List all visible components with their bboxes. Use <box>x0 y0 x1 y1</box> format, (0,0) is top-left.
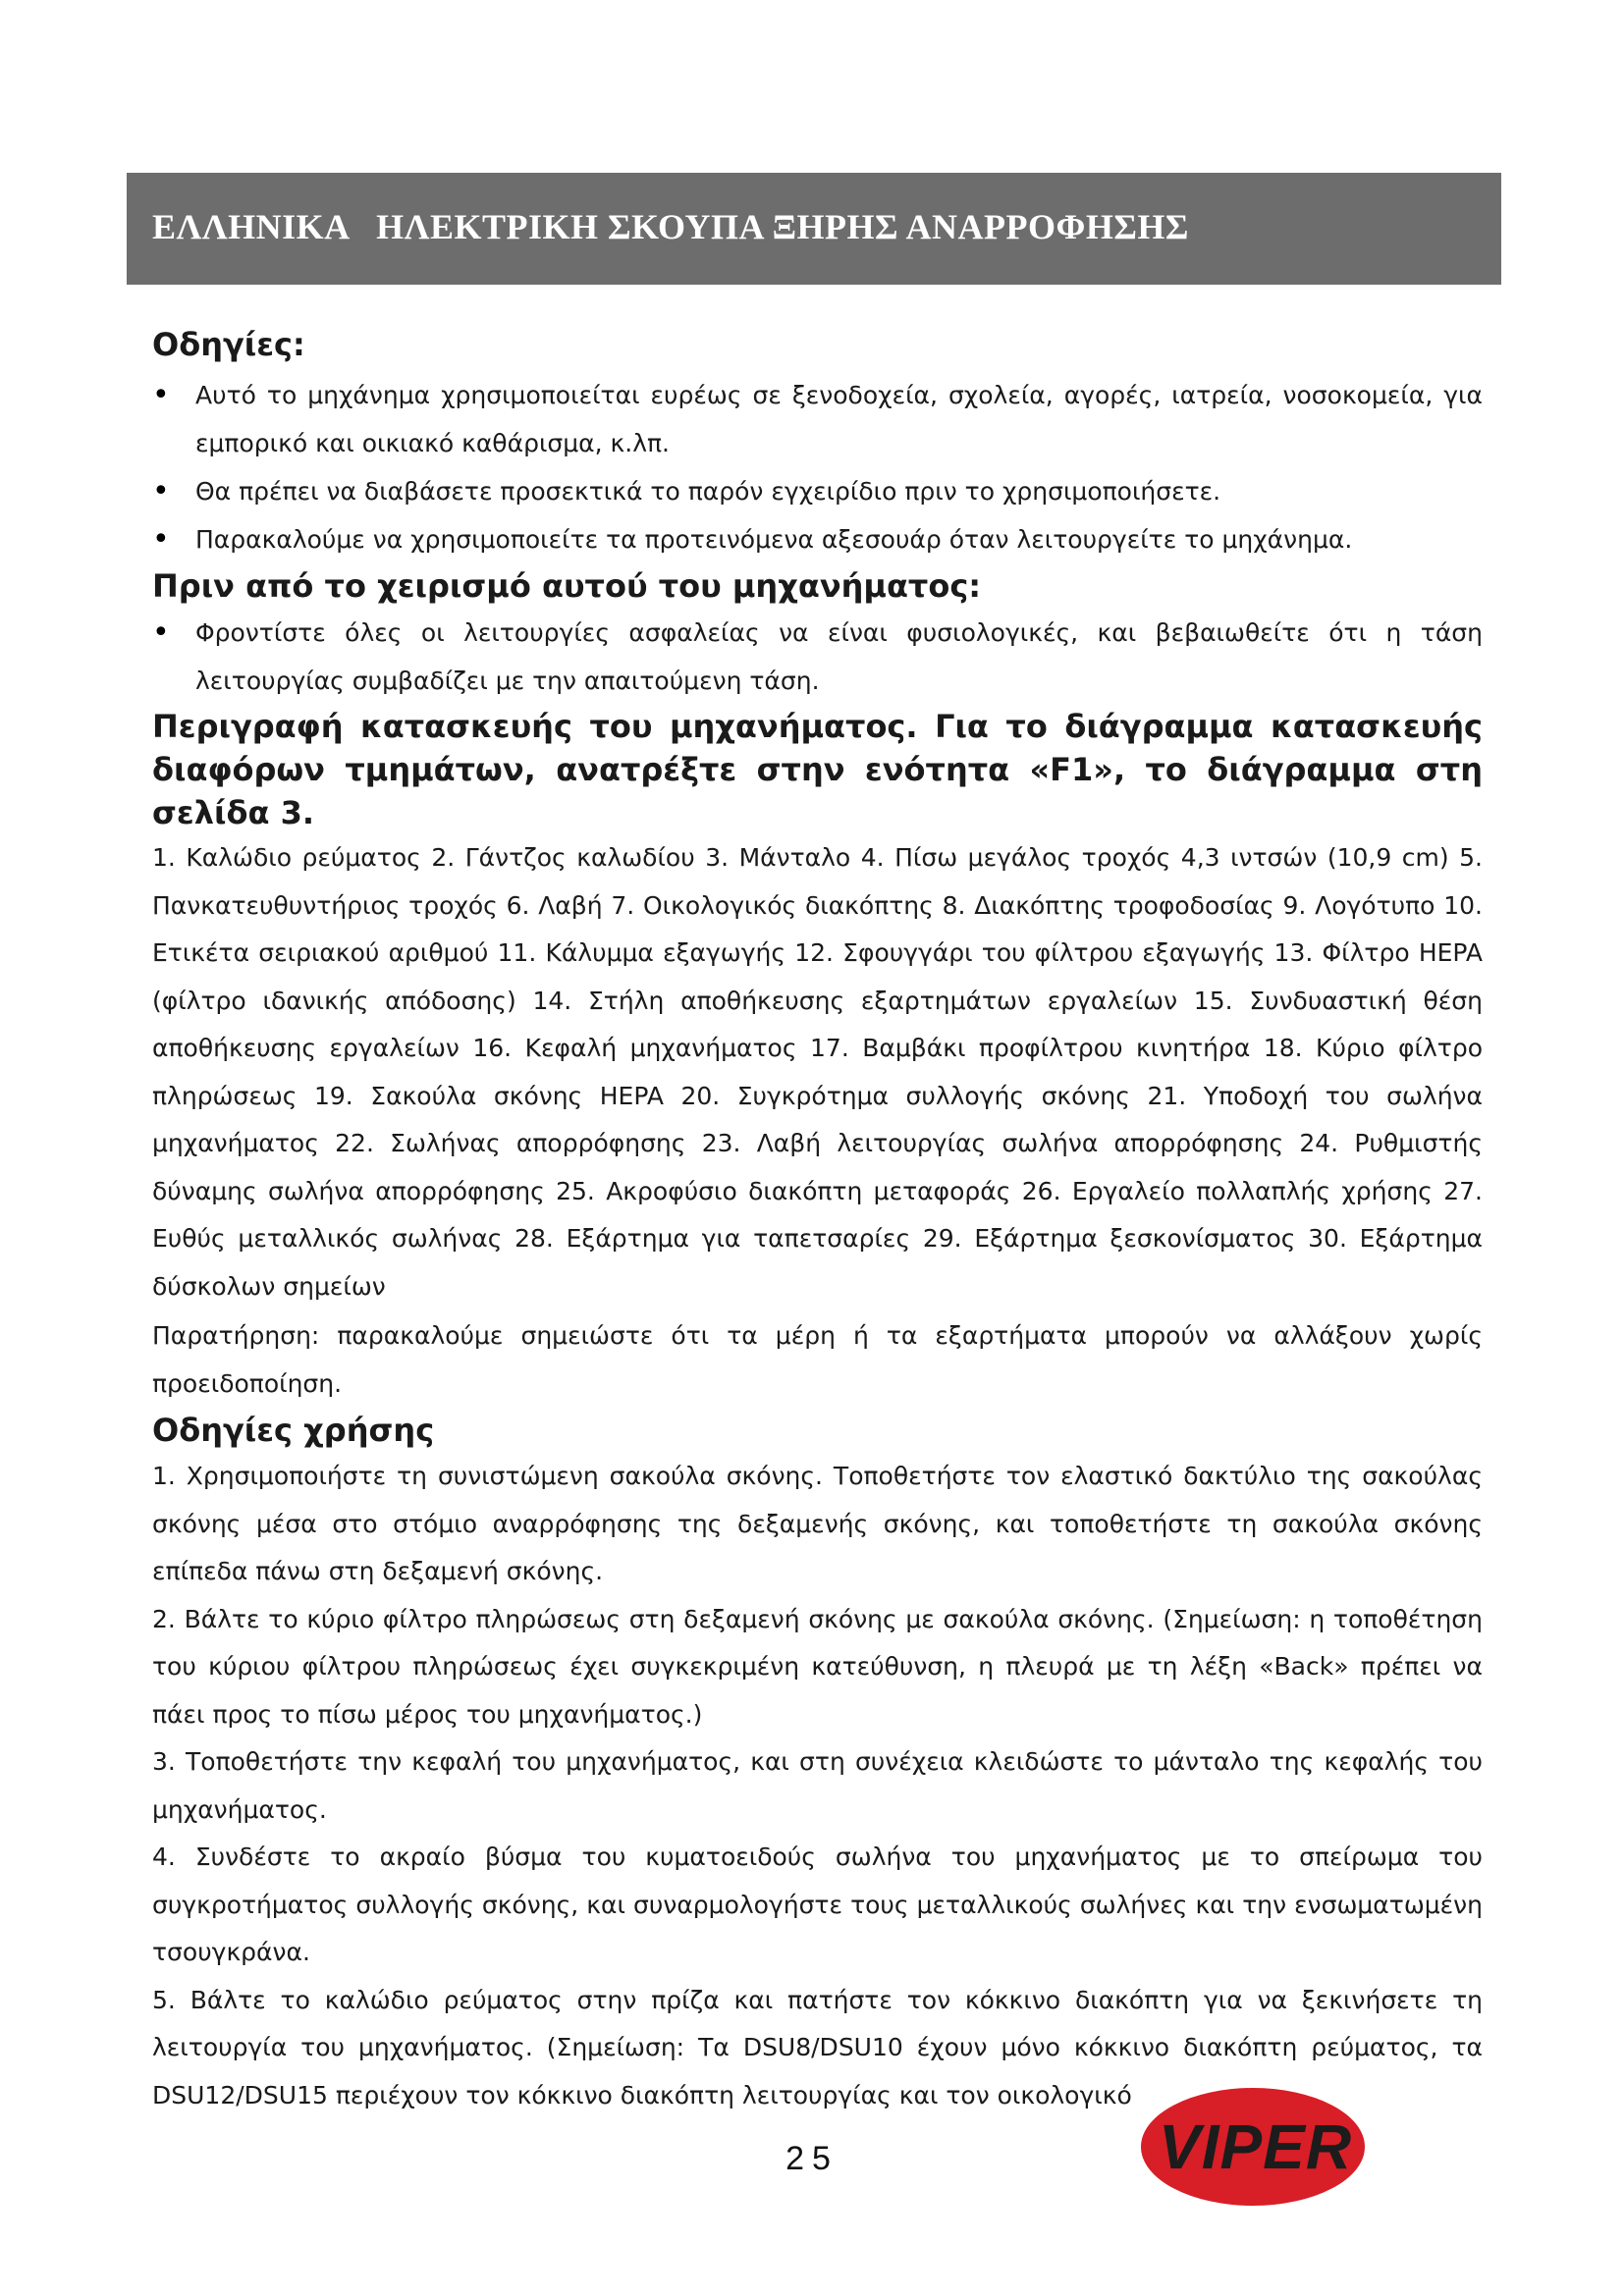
usage-step: 1. Χρησιμοποιήστε τη συνιστώμενη σακούλα σκόνης. Τοποθετήστε τον ελαστικό δακτύλιο της σακούλας σκόνης μέσα στο στόμιο αναρρόφησης της δεξαμενής σκόνης, και τοποθετήστε τη σακούλα σκόνης επίπεδα πάνω στη δεξαμενή σκόνης. <box>152 1462 1483 1585</box>
usage-step: 4. Συνδέστε το ακραίο βύσμα του κυματοειδούς σωλήνα του μηχανήματος με το σπείρωμα του συγκροτήματος συλλογής σκόνης, και συναρμολογήστε τους μεταλλικούς σωλήνες και την ενσωματωμένη τσουγκράνα. <box>152 1842 1483 1966</box>
header-bar <box>127 173 1501 285</box>
header-title <box>152 206 1189 247</box>
usage-step: 3. Τοποθετήστε την κεφαλή του μηχανήματος, και στη συνέχεια κλειδώστε το μάνταλο της κεφαλής του μηχανήματος. <box>152 1747 1483 1824</box>
instructions-heading: Οδηγίες: <box>152 326 305 363</box>
page-number: 25 <box>785 2140 839 2177</box>
usage-step: 5. Βάλτε το καλώδιο ρεύματος στην πρίζα και πατήστε τον κόκκινο διακόπτη για να ξεκινήσετε τη λειτουργία του μηχανήματος. (Σημείωση: Τα DSU8/DSU10 έχουν μόνο κόκκινο διακόπτη ρεύματος, τα DSU12/DSU15 περιέχουν τον κόκκινο διακόπτη λειτουργίας και τον οικολογικό <box>152 1985 1483 2109</box>
page-content <box>152 322 1483 2119</box>
viper-logo <box>1139 2086 1416 2208</box>
list-item: • Αυτό το μηχάνημα χρησιμοποιείται ευρέως σε ξενοδοχεία, σχολεία, αγορές, ιατρεία, νοσοκομεία, για εμπορικό και οικιακό καθάρισμα, κ.λπ. <box>152 371 1483 467</box>
before-operation-heading: Πριν από το χειρισμό αυτού του μηχανήματος: <box>152 567 982 605</box>
header-product-title: ΗΛΕΚΤΡΙΚΗ ΣΚΟΥΠΑ ΞΗΡΗΣ ΑΝΑΡΡΟΦΗΣΗΣ <box>376 207 1189 246</box>
list-item: • Παρακαλούμε να χρησιμοποιείτε τα προτεινόμενα αξεσουάρ όταν λειτουργείτε το μηχάνημα. <box>152 515 1483 563</box>
usage-heading: Οδηγίες χρήσης <box>152 1412 435 1449</box>
instructions-list <box>152 371 1483 563</box>
list-item: • Φροντίστε όλες οι λειτουργίες ασφαλείας να είναι φυσιολογικές, και βεβαιωθείτε ότι η τάση λειτουργίας συμβαδίζει με την απαιτούμενη τάση. <box>152 609 1483 705</box>
header-language: ΕΛΛΗΝΙΚΑ <box>152 207 349 246</box>
parts-note: Παρατήρηση: παρακαλούμε σημειώστε ότι τα μέρη ή τα εξαρτήματα μπορούν να αλλάξουν χωρίς προειδοποίηση. <box>152 1321 1483 1398</box>
parts-list: 1. Καλώδιο ρεύματος 2. Γάντζος καλωδίου 3. Μάνταλο 4. Πίσω μεγάλος τροχός 4,3 ιντσών (10,9 cm) 5. Πανκατευθυντήριος τροχός 6. Λαβή 7. Οικολογικός διακόπτης 8. Διακόπτης τροφοδοσίας 9. Λογότυπο 10. Ετικέτα σειριακού αριθμού 11. Κάλυμμα εξαγωγής 12. Σφουγγάρι του φίλτρου εξαγωγής 13. Φίλτρο HEPA (φίλτρο ιδανικής απόδοσης) 14. Στήλη αποθήκευσης εξαρτημάτων εργαλείων 15. Συνδυαστική θέση αποθήκευσης εργαλείων 16. Κεφαλή μηχανήματος 17. Βαμβάκι προφίλτρου κινητήρα 18. Κύριο φίλτρο πληρώσεως 19. Σακούλα σκόνης HEPA 20. Συγκρότημα συλλογής σκόνης 21. Υποδοχή του σωλήνα μηχανήματος 22. Σωλήνας απορρόφησης 23. Λαβή λειτουργίας σωλήνα απορρόφησης 24. Ρυθμιστής δύναμης σωλήνα απορρόφησης 25. Ακροφύσιο διακόπτη μεταφοράς 26. Εργαλείο πολλαπλής χρήσης 27. Ευθύς μεταλλικός σωλήνας 28. Εξάρτημα για ταπετσαρίες 29. Εξάρτημα ξεσκονίσματος 30. Εξάρτημα δύσκολων σημείων <box>152 843 1483 1301</box>
list-item: • Θα πρέπει να διαβάσετε προσεκτικά το παρόν εγχειρίδιο πριν το χρησιμοποιήσετε. <box>152 467 1483 515</box>
usage-step: 2. Βάλτε το κύριο φίλτρο πληρώσεως στη δεξαμενή σκόνης με σακούλα σκόνης. (Σημείωση: η τοποθέτηση του κύριου φίλτρου πληρώσεως έχει συγκεκριμένη κατεύθυνση, η πλευρά με τη λέξη «Back» πρέπει να πάει προς το πίσω μέρος του μηχανήματος.) <box>152 1604 1483 1729</box>
before-operation-list <box>152 609 1483 705</box>
construction-heading: Περιγραφή κατασκευής του μηχανήματος. Για το διάγραμμα κατασκευής διαφόρων τμημάτων, ανατρέξτε στην ενότητα «F1», το διάγραμμα στη σελίδα 3. <box>152 708 1483 831</box>
viper-logo-text: VIPER <box>1159 2111 1353 2182</box>
